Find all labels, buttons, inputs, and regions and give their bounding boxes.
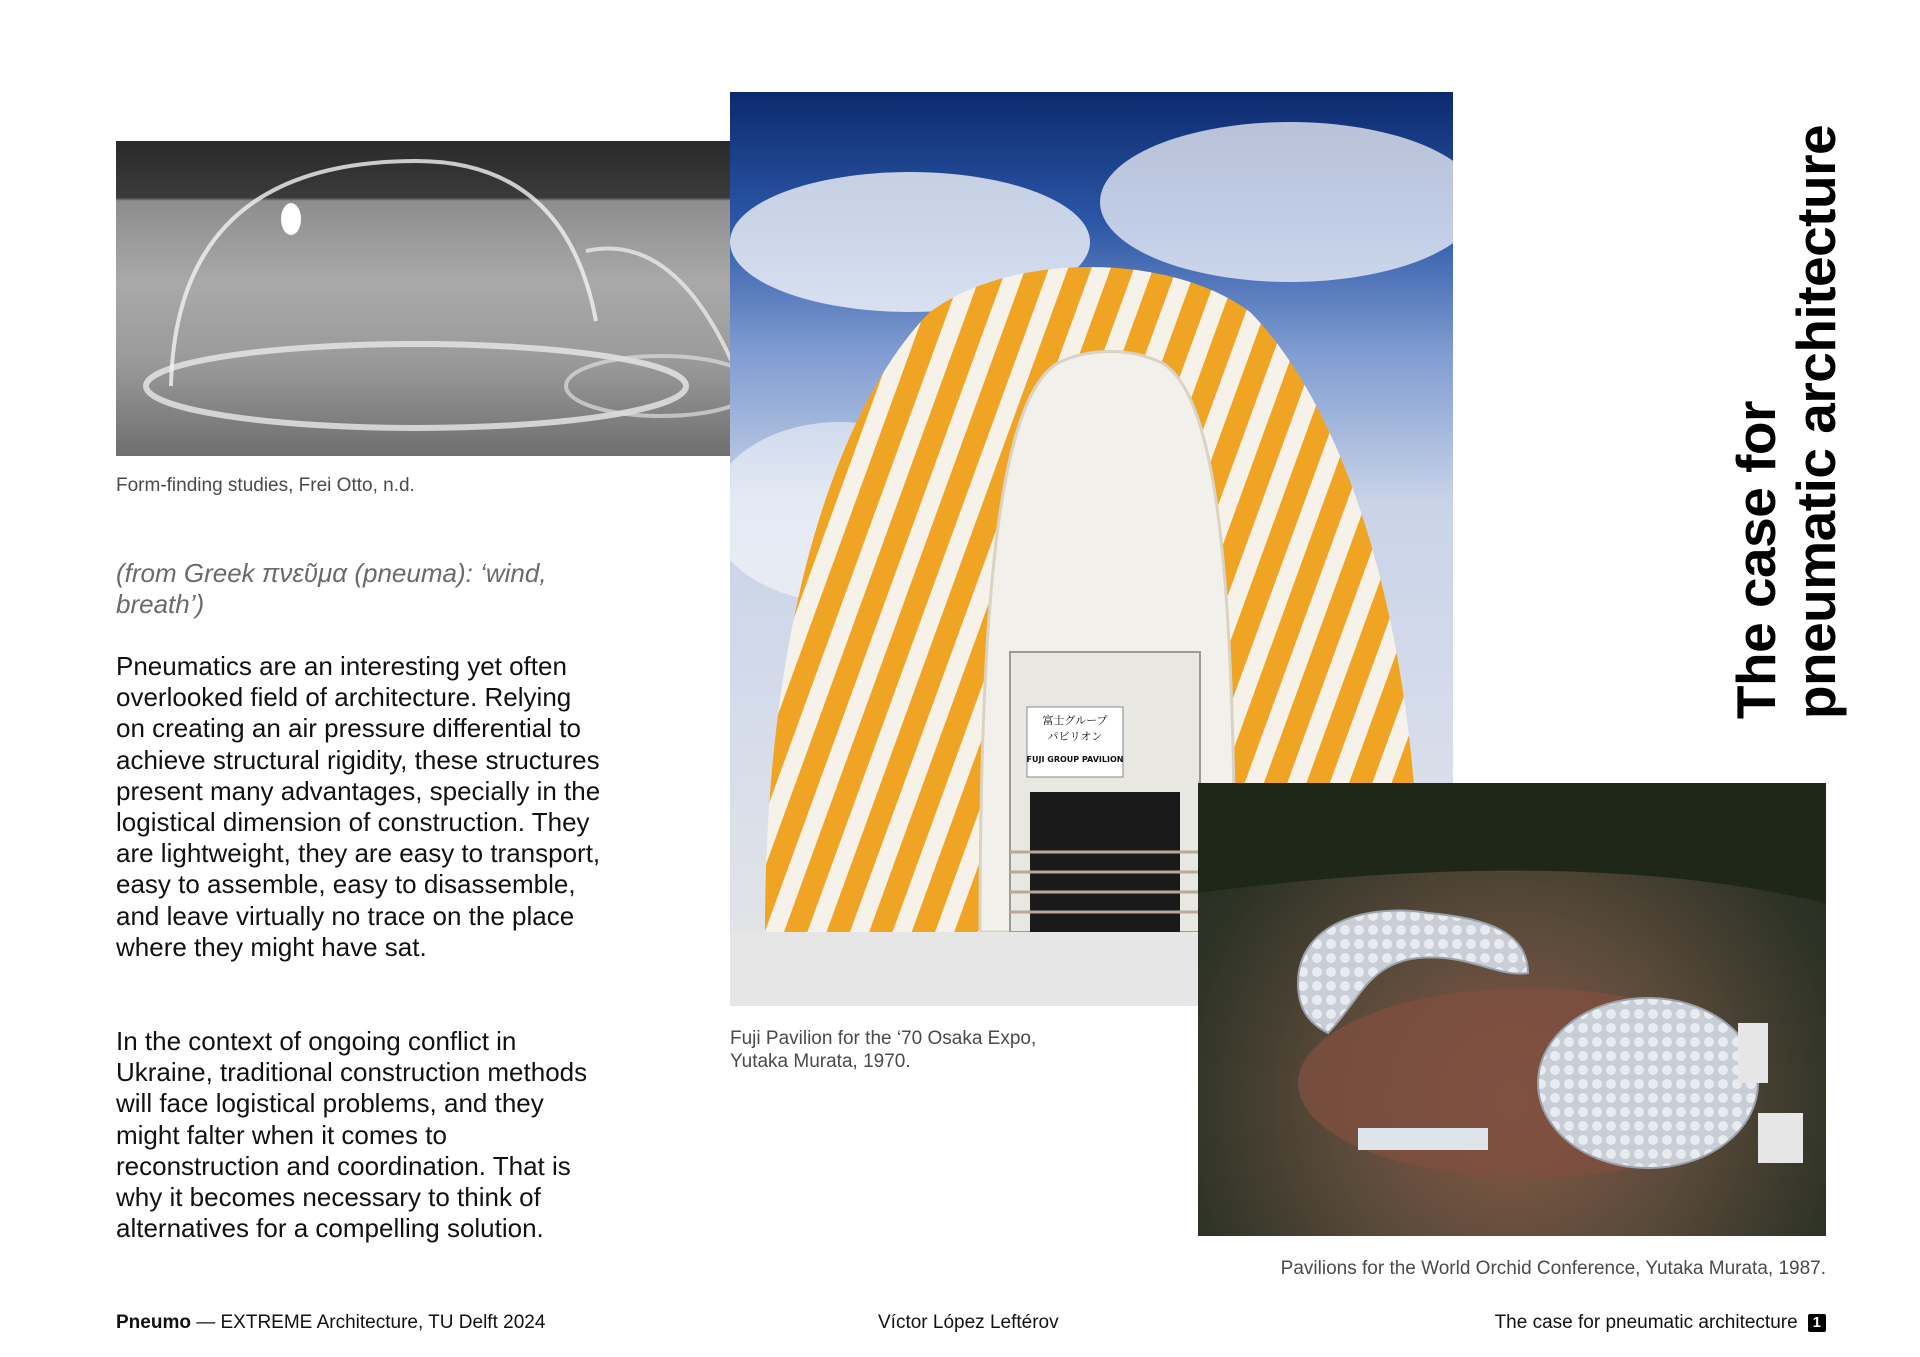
etymology-note: (from Greek πνεῦμα (pneuma): ‘wind, breath’)	[116, 558, 547, 619]
footer-section	[1495, 1312, 1826, 1334]
page-title-line1: The case for	[1725, 401, 1788, 720]
paragraph-context: In the context of ongoing conflict in Ukraine, traditional construction methods will face logistical problems, and they might falter when it comes to reconstruction and coordination. That is why it becomes necessary to think of alternatives for a compelling solution.	[116, 1026, 588, 1244]
footer-section-title: The case for pneumatic architecture	[1494, 1312, 1798, 1333]
footer-project	[116, 1312, 545, 1334]
orchid-conference-caption: Pavilions for the World Orchid Conference, Yutaka Murata, 1987.	[1280, 1258, 1826, 1279]
frei-otto-photo	[116, 141, 809, 456]
page-number: 1	[1808, 1314, 1826, 1332]
orchid-conference-photo	[1198, 783, 1826, 1236]
paragraph-intro: Pneumatics are an interesting yet often overlooked field of architecture. Relying on creating an air pressure differential to achieve structural rigidity, these structures present many advantages, specially in the logistical dimension of construction. They are lightweight, they are easy to transport, easy to assemble, easy to disassemble, and leave virtually no trace on the place where they might have sat.	[116, 651, 601, 962]
footer-course: — EXTREME Architecture, TU Delft 2024	[196, 1312, 546, 1333]
fuji-sign-line2: パビリオン	[1047, 730, 1103, 743]
fuji-sign-line3: FUJI GROUP PAVILION	[1026, 755, 1124, 764]
page-title	[1725, 92, 1848, 752]
footer-brand: Pneumo	[116, 1312, 191, 1333]
fuji-pavilion-caption	[730, 1027, 1036, 1073]
fuji-caption-line1: Fuji Pavilion for the ‘70 Osaka Expo,	[730, 1028, 1037, 1049]
page-title-line2: pneumatic architecture	[1785, 124, 1848, 720]
footer-author: Víctor López Leftérov	[878, 1312, 1059, 1333]
frei-otto-caption: Form-finding studies, Frei Otto, n.d.	[116, 475, 415, 496]
pneumatic-bubble-illustration	[116, 141, 809, 456]
orchid-pavilions-illustration	[1198, 783, 1826, 1236]
fuji-caption-line2: Yutaka Murata, 1970.	[730, 1051, 911, 1072]
fuji-sign-line1: 富士グループ	[1042, 714, 1108, 727]
